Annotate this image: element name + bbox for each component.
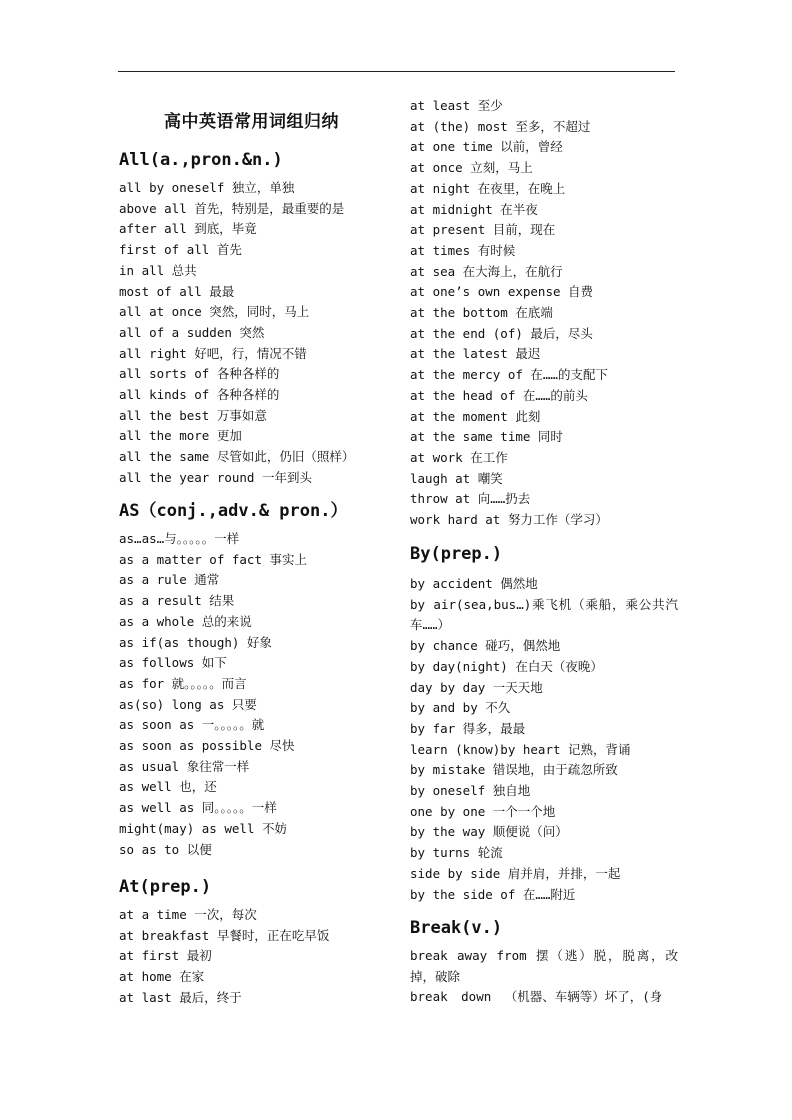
phrase-entry: as usual 象往常一样: [119, 758, 250, 774]
section-heading: At(prep.): [119, 877, 212, 897]
phrase-entry: at times 有时候: [410, 242, 516, 258]
phrase-entry: by mistake 错误地，由于疏忽所致: [410, 762, 618, 778]
phrase-entry: as soon as possible 尽快: [119, 738, 295, 754]
section-at-continued: [410, 96, 678, 531]
phrase-entry: might(may) as well 不妨: [119, 820, 287, 836]
section-heading: AS（conj.,adv.& pron.）: [119, 501, 348, 521]
phrase-entry: as…as…与。。。。。一样: [119, 531, 240, 546]
phrase-entry: at once 立刻，马上: [410, 160, 533, 176]
top-rule: [118, 71, 675, 72]
phrase-entry: by the side of 在……附近: [410, 886, 576, 902]
phrase-entry: at one’s own expense 自费: [410, 284, 594, 300]
section-heading: All(a.,pron.&n.): [119, 150, 283, 170]
phrase-entry: as a rule 通常: [119, 572, 220, 588]
page-title: 高中英语常用词组归纳: [164, 112, 339, 132]
phrase-entry: above all 首先，特别是，最重要的是: [119, 200, 345, 216]
phrase-entry: learn (know)by heart 记熟，背诵: [410, 741, 631, 757]
phrase-entry: at the end (of) 最后，尽头: [410, 325, 593, 341]
phrase-entry: at sea 在大海上，在航行: [410, 263, 563, 279]
phrase-entry: at present 目前，现在: [410, 222, 556, 238]
phrase-entry: by the way 顺便说（问）: [410, 824, 568, 840]
phrase-entry: so as to 以便: [119, 841, 212, 857]
phrase-entry: all the same 尽管如此，仍旧（照样）: [119, 449, 355, 465]
phrase-entry: as a whole 总的来说: [119, 613, 252, 629]
phrase-entry: all by oneself 独立，单独: [119, 180, 295, 195]
phrase-entry: at the latest 最迟: [410, 346, 541, 362]
phrase-entry: one by one 一个一个地: [410, 803, 556, 819]
phrase-entry: by and by 不久: [410, 700, 511, 716]
phrase-entry: side by side 肩并肩，并排，一起: [410, 865, 621, 881]
section-all: [119, 148, 384, 489]
phrase-entry: as well 也，还: [119, 779, 217, 795]
phrase-entry: by air(sea,bus…)乘飞机（乘船，乘公共汽车……）: [410, 596, 678, 633]
phrase-entry: in all 总共: [119, 262, 197, 278]
phrase-entry: after all 到底，毕竟: [119, 221, 257, 237]
phrase-entry: by far 得多，最最: [410, 720, 526, 736]
phrase-entry: as for 就。。。。。而言: [119, 675, 247, 691]
phrase-entry: at breakfast 早餐时，正在吃早饭: [119, 927, 330, 943]
phrase-entry: at a time 一次，每次: [119, 907, 257, 922]
phrase-entry: laugh at 嘲笑: [410, 470, 503, 486]
phrase-entry: at least 至少: [410, 98, 503, 113]
section-by: [410, 542, 678, 905]
section-as: [119, 499, 384, 860]
phrase-entry: all of a sudden 突然: [119, 324, 265, 340]
phrase-entry: at (the) most 至多，不超过: [410, 118, 591, 134]
phrase-entry: at the same time 同时: [410, 429, 563, 445]
phrase-entry: at last 最后，终于: [119, 989, 242, 1005]
phrase-entry: at the bottom 在底端: [410, 305, 553, 321]
section-heading: Break(v.): [410, 918, 503, 938]
phrase-entry: all kinds of 各种各样的: [119, 387, 280, 403]
phrase-entry: most of all 最最: [119, 283, 235, 299]
phrase-entry: at one time 以前，曾经: [410, 139, 563, 155]
phrase-entry: as follows 如下: [119, 655, 227, 671]
phrase-entry: as well as 同。。。。。一样: [119, 800, 277, 816]
phrase-entry: as a matter of fact 事实上: [119, 551, 308, 567]
section-heading: By(prep.): [410, 544, 503, 564]
phrase-entry: work hard at 努力工作（学习）: [410, 512, 608, 528]
phrase-entry: as if(as though) 好象: [119, 634, 272, 650]
phrase-entry: day by day 一天天地: [410, 679, 543, 695]
phrase-entry: all at once 突然，同时，马上: [119, 304, 310, 320]
phrase-entry: as soon as 一。。。。。就: [119, 717, 265, 733]
phrase-entry: by turns 轮流: [410, 845, 503, 861]
phrase-entry: break down （机器、车辆等）坏了，(身: [410, 989, 663, 1005]
section-at: [119, 875, 384, 1009]
phrase-entry: as(so) long as 只要: [119, 696, 257, 712]
phrase-entry: by chance 碰巧，偶然地: [410, 638, 561, 654]
phrase-entry: at night 在夜里，在晚上: [410, 180, 566, 196]
phrase-entry: at the mercy of 在……的支配下: [410, 367, 608, 383]
phrase-entry: all the more 更加: [119, 428, 242, 444]
phrase-entry: by day(night) 在白天（夜晚）: [410, 658, 603, 674]
phrase-entry: at the moment 此刻: [410, 408, 541, 424]
phrase-entry: all sorts of 各种各样的: [119, 366, 280, 382]
phrase-entry: throw at 向……扔去: [410, 491, 531, 507]
phrase-entry: at the head of 在……的前头: [410, 387, 588, 403]
phrase-entry: as a result 结果: [119, 593, 235, 609]
phrase-entry: by oneself 独自地: [410, 783, 531, 799]
phrase-entry: all the year round 一年到头: [119, 469, 312, 485]
section-break: [410, 916, 678, 1008]
phrase-entry: first of all 首先: [119, 242, 242, 258]
phrase-entry: at first 最初: [119, 948, 212, 964]
phrase-entry: at home 在家: [119, 969, 205, 985]
phrase-entry: all the best 万事如意: [119, 407, 267, 423]
phrase-entry: all right 好吧，行，情况不错: [119, 345, 307, 361]
phrase-entry: break away from 摆（逃）脱，脱离，改掉，破除: [410, 948, 678, 984]
phrase-entry: by accident 偶然地: [410, 576, 538, 591]
phrase-entry: at midnight 在半夜: [410, 201, 538, 217]
phrase-entry: at work 在工作: [410, 449, 508, 465]
